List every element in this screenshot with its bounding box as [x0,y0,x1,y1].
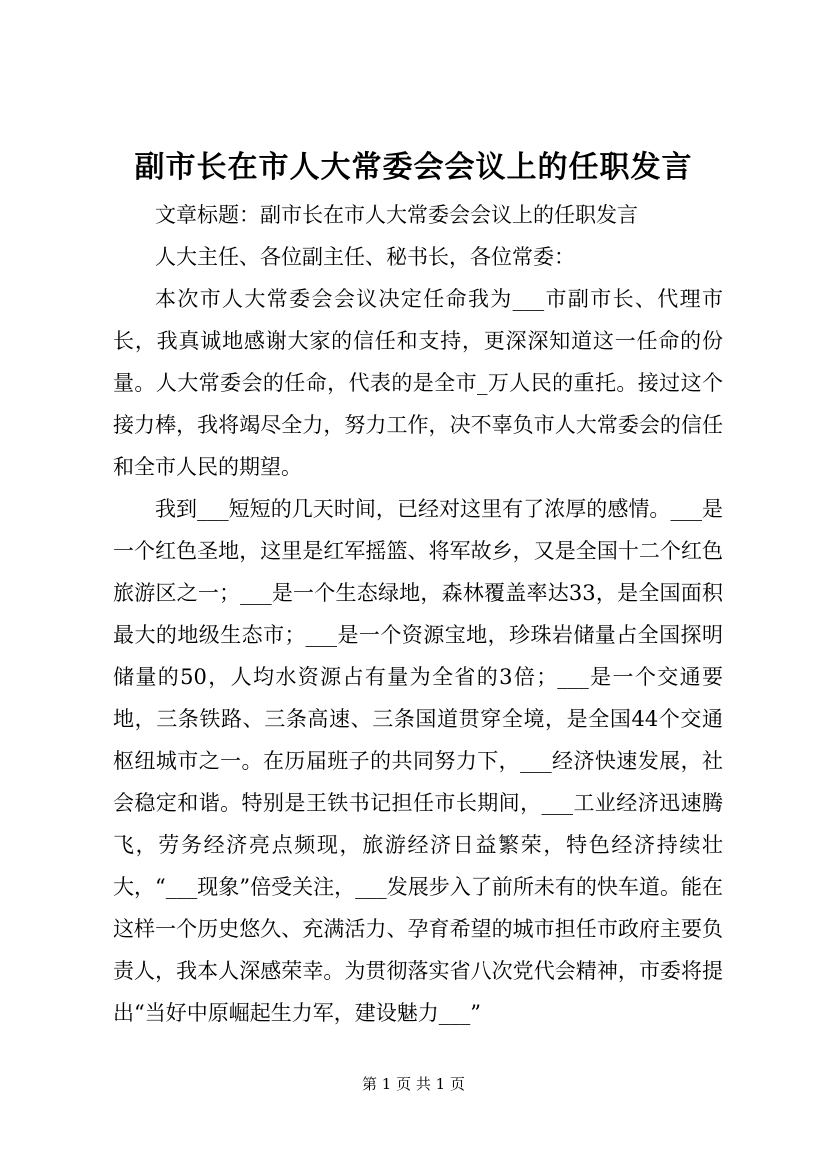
document-title: 副市长在市人大常委会会议上的任职发言 [134,150,693,185]
body-paragraph: 本次市人大常委会会议决定任命我为___市副市长、代理市长，我真诚地感谢大家的信任和支持，更深深知道这一任命的份量。人大常委会的任命，代表的是全市_万人民的重托。接过这个接力棒，我将竭尽全力，努力工作，决不辜负市人大常委会的信任和全市人民的期望。 [113,287,723,479]
body-paragraph: 我到___短短的几天时间，已经对这里有了浓厚的感情。___是一个红色圣地，这里是红军摇篮、将军故乡，又是全国十二个红色旅游区之一；___是一个生态绿地，森林覆盖率达33，是全国面积最大的地级生态市；___是一个资源宝地，珍珠岩储量占全国探明储量的50，人均水资源占有量为全省的3倍；___是一个交通要地，三条铁路、三条高速、三条国道贯穿全境，是全国44个交通枢纽城市之一。在历届班子的共同努力下，___经济快速发展，社会稳定和谐。特别是王铁书记担任市长期间，___工业经济迅速腾飞，劳务经济亮点频现，旅游经济日益繁荣，特色经济持续壮大，“___现象”倍受关注，___发展步入了前所未有的快车道。能在这样一个历史悠久、充满活力、孕育希望的城市担任市政府主要负责人，我本人深感荣幸。为贯彻落实省八次党代会精神，市委将提出“当好中原崛起生力军，建设魅力___” [113,497,723,1025]
page-footer: 第 1 页 共 1 页 [362,1075,465,1093]
document-body [113,194,723,1034]
salutation-line: 人大主任、各位副主任、秘书长，各位常委： [155,245,575,269]
article-title-line: 文章标题：副市长在市人大常委会会议上的任职发言 [155,203,638,227]
